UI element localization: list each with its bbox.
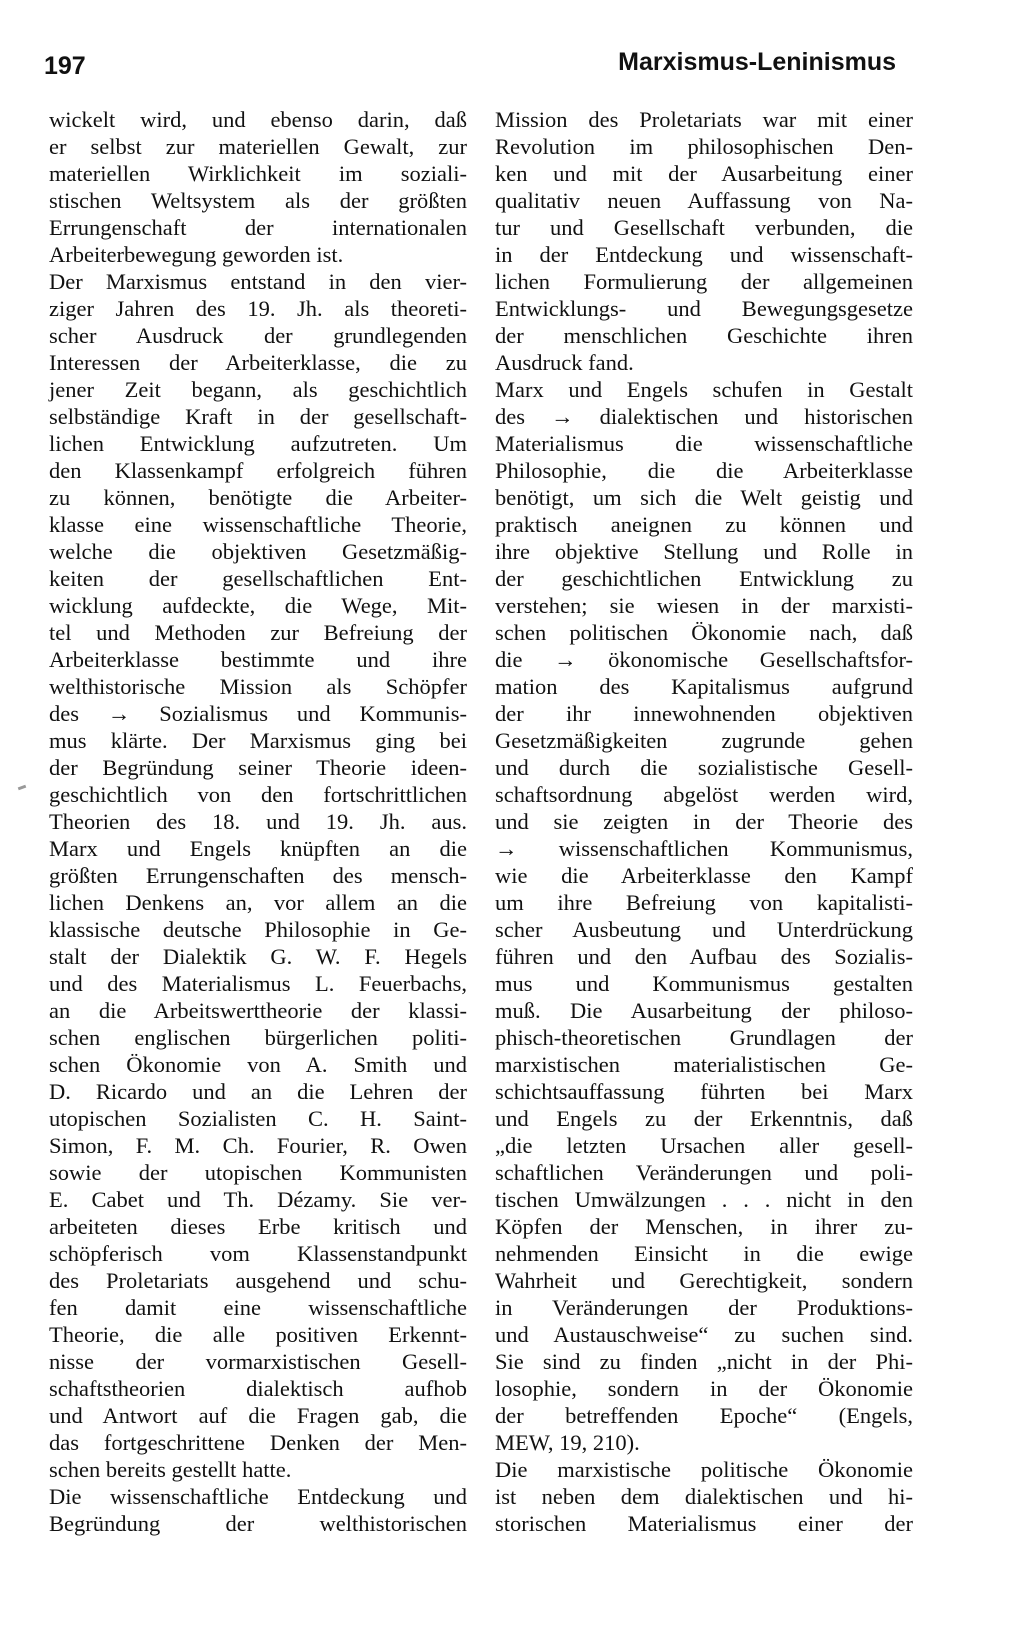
text-line: arbeiteten dieses Erbe kritisch und	[49, 1214, 467, 1239]
text-line: praktisch aneignen zu können und	[495, 512, 913, 537]
text-line: materiellen Wirklichkeit im soziali-	[49, 161, 467, 186]
text-line: schen bereits gestellt hatte.	[49, 1457, 292, 1482]
text-line: wicklung aufdeckte, die Wege, Mit-	[49, 593, 467, 618]
text-line: E. Cabet und Th. Dézamy. Sie ver-	[49, 1187, 467, 1212]
text-line: den Klassenkampf erfolgreich führen	[49, 458, 467, 483]
text-line: ken und mit der Ausarbeitung einer	[495, 161, 913, 186]
text-line: losophie, sondern in der Ökonomie	[495, 1376, 913, 1401]
text-line: lichen Formulierung der allgemeinen	[495, 269, 913, 294]
page-number: 197	[44, 52, 86, 80]
text-line: keiten der gesellschaftlichen Ent-	[49, 566, 467, 591]
text-line: schen politischen Ökonomie nach, daß	[495, 620, 913, 645]
text-line: lichen Denkens an, vor allem an die	[49, 890, 467, 915]
text-line: geschichtlich von den fortschrittlichen	[49, 782, 467, 807]
text-line: muß. Die Ausarbeitung der philoso-	[495, 998, 913, 1023]
text-line: benötigt, um sich die Welt geistig und	[495, 485, 913, 510]
text-line: schaftlichen Veränderungen und poli-	[495, 1160, 913, 1185]
text-line: Materialismus die wissenschaftliche	[495, 431, 913, 456]
text-line: mus klärte. Der Marxismus ging bei	[49, 728, 467, 753]
text-line: Philosophie, die die Arbeiterklasse	[495, 458, 913, 483]
text-line: klasse eine wissenschaftliche Theorie,	[49, 512, 467, 537]
text-line: tur und Gesellschaft verbunden, die	[495, 215, 913, 240]
text-line: und durch die sozialistische Gesell-	[495, 755, 913, 780]
text-line: tel und Methoden zur Befreiung der	[49, 620, 467, 645]
text-line: um ihre Befreiung von kapitalisti-	[495, 890, 913, 915]
text-line: → wissenschaftlichen Kommunismus,	[495, 836, 913, 861]
text-line: Mission des Proletariats war mit einer	[495, 107, 913, 132]
text-line: er selbst zur materiellen Gewalt, zur	[49, 134, 467, 159]
text-line: die → ökonomische Gesellschaftsfor-	[495, 647, 913, 672]
text-line: utopischen Sozialisten C. H. Saint-	[49, 1106, 467, 1131]
text-line: Arbeiterbewegung geworden ist.	[49, 242, 344, 267]
text-line: Simon, F. M. Ch. Fourier, R. Owen	[49, 1133, 467, 1158]
text-line: und Austauschweise“ zu suchen sind.	[495, 1322, 913, 1347]
text-line: welche die objektiven Gesetzmäßig-	[49, 539, 467, 564]
text-line: Errungenschaft der internationalen	[49, 215, 467, 240]
text-line: marxistischen materialistischen Ge-	[495, 1052, 913, 1077]
text-line: schen Ökonomie von A. Smith und	[49, 1052, 467, 1077]
text-line: fen damit eine wissenschaftliche	[49, 1295, 467, 1320]
text-line: ihre objektive Stellung und Rolle in	[495, 539, 913, 564]
text-line: und sie zeigten in der Theorie des	[495, 809, 913, 834]
text-line: MEW, 19, 210).	[495, 1430, 640, 1455]
text-line: Ausdruck fand.	[495, 350, 634, 375]
text-line: Marx und Engels knüpften an die	[49, 836, 467, 861]
text-line: schichtsauffassung führten bei Marx	[495, 1079, 913, 1104]
text-line: Interessen der Arbeiterklasse, die zu	[49, 350, 467, 375]
text-line: des Proletariats ausgehend und schu-	[49, 1268, 467, 1293]
text-line: schöpferisch vom Klassenstandpunkt	[49, 1241, 467, 1266]
text-line: verstehen; sie wiesen in der marxisti-	[495, 593, 913, 618]
text-line: welthistorische Mission als Schöpfer	[49, 674, 467, 699]
text-line: schaftstheorien dialektisch aufhob	[49, 1376, 467, 1401]
text-line: jener Zeit begann, als geschichtlich	[49, 377, 467, 402]
text-line: Köpfen der Menschen, in ihrer zu-	[495, 1214, 913, 1239]
text-line: phisch-theoretischen Grundlagen der	[495, 1025, 913, 1050]
text-line: Die wissenschaftliche Entdeckung und	[49, 1484, 467, 1509]
text-line: Begründung der welthistorischen	[49, 1511, 467, 1536]
text-line: wickelt wird, und ebenso darin, daß	[49, 107, 467, 132]
text-line: ist neben dem dialektischen und hi-	[495, 1484, 913, 1509]
text-line: Arbeiterklasse bestimmte und ihre	[49, 647, 467, 672]
text-line: zu können, benötigte die Arbeiter-	[49, 485, 467, 510]
text-line: in der Entdeckung und wissenschaft-	[495, 242, 913, 267]
text-line: Die marxistische politische Ökonomie	[495, 1457, 913, 1482]
text-line: Entwicklungs- und Bewegungsgesetze	[495, 296, 913, 321]
text-line: des → Sozialismus und Kommunis-	[49, 701, 467, 726]
right-column	[495, 106, 913, 1537]
text-line: selbständige Kraft in der gesellschaft-	[49, 404, 467, 429]
text-line: der Begründung seiner Theorie ideen-	[49, 755, 467, 780]
running-head: Marxismus-Leninismus	[618, 48, 896, 76]
margin-mark	[18, 785, 27, 791]
text-line: Theorien des 18. und 19. Jh. aus.	[49, 809, 467, 834]
text-line: das fortgeschrittene Denken der Men-	[49, 1430, 467, 1455]
text-line: Revolution im philosophischen Den-	[495, 134, 913, 159]
text-line: und Antwort auf die Fragen gab, die	[49, 1403, 467, 1428]
text-line: scher Ausdruck der grundlegenden	[49, 323, 467, 348]
text-line: in Veränderungen der Produktions-	[495, 1295, 913, 1320]
text-line: der menschlichen Geschichte ihren	[495, 323, 913, 348]
text-line: mus und Kommunismus gestalten	[495, 971, 913, 996]
text-line: nisse der vormarxistischen Gesell-	[49, 1349, 467, 1374]
text-line: der ihr innewohnenden objektiven	[495, 701, 913, 726]
text-line: der betreffenden Epoche“ (Engels,	[495, 1403, 913, 1428]
text-line: ziger Jahren des 19. Jh. als theoreti-	[49, 296, 467, 321]
text-line: Wahrheit und Gerechtigkeit, sondern	[495, 1268, 913, 1293]
text-line: Theorie, die alle positiven Erkennt-	[49, 1322, 467, 1347]
text-line: tischen Umwälzungen . . . nicht in den	[495, 1187, 913, 1212]
text-line: Gesetzmäßigkeiten zugrunde gehen	[495, 728, 913, 753]
text-line: wie die Arbeiterklasse den Kampf	[495, 863, 913, 888]
text-line: schen englischen bürgerlichen politi-	[49, 1025, 467, 1050]
text-line: Marx und Engels schufen in Gestalt	[495, 377, 913, 402]
text-line: mation des Kapitalismus aufgrund	[495, 674, 913, 699]
text-line: schaftsordnung abgelöst werden wird,	[495, 782, 913, 807]
text-line: D. Ricardo und an die Lehren der	[49, 1079, 467, 1104]
text-line: stischen Weltsystem als der größten	[49, 188, 467, 213]
text-line: führen und den Aufbau des Sozialis-	[495, 944, 913, 969]
text-line: der geschichtlichen Entwicklung zu	[495, 566, 913, 591]
text-line: klassische deutsche Philosophie in Ge-	[49, 917, 467, 942]
text-line: an die Arbeitswerttheorie der klassi-	[49, 998, 467, 1023]
text-line: storischen Materialismus einer der	[495, 1511, 913, 1536]
text-line: lichen Entwicklung aufzutreten. Um	[49, 431, 467, 456]
text-line: qualitativ neuen Auffassung von Na-	[495, 188, 913, 213]
text-line: größten Errungenschaften des mensch-	[49, 863, 467, 888]
text-line: „die letzten Ursachen aller gesell-	[495, 1133, 913, 1158]
text-line: sowie der utopischen Kommunisten	[49, 1160, 467, 1185]
text-line: scher Ausbeutung und Unterdrückung	[495, 917, 913, 942]
text-line: Der Marxismus entstand in den vier-	[49, 269, 467, 294]
text-line: und Engels zu der Erkenntnis, daß	[495, 1106, 913, 1131]
text-line: Sie sind zu finden „nicht in der Phi-	[495, 1349, 913, 1374]
text-line: des → dialektischen und historischen	[495, 404, 913, 429]
text-line: stalt der Dialektik G. W. F. Hegels	[49, 944, 467, 969]
text-line: und des Materialismus L. Feuerbachs,	[49, 971, 467, 996]
text-line: nehmenden Einsicht in die ewige	[495, 1241, 913, 1266]
left-column	[49, 106, 467, 1537]
